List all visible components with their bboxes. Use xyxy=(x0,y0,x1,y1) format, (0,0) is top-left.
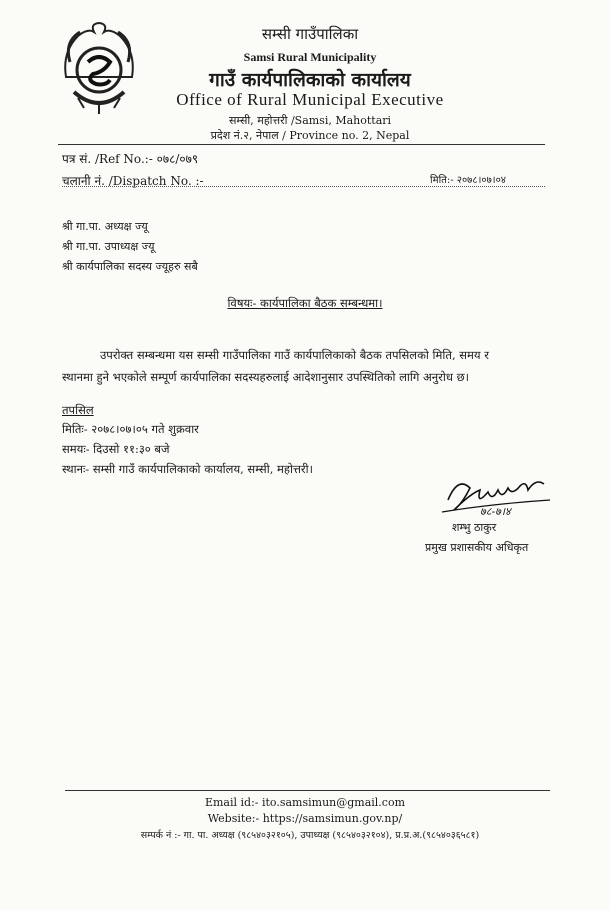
meeting-place: स्थानः- सम्सी गाउँ कार्यपालिकाको कार्यालय, सम्सी, महोत्तरी। xyxy=(62,462,313,476)
footer-email[interactable]: Email id:- ito.samsimun@gmail.com xyxy=(204,796,406,809)
recipient-2: श्री गा.पा. उपाध्यक्ष ज्यू xyxy=(62,240,155,253)
header-address: सम्सी, महोत्तरी /Samsi, Mahottari xyxy=(228,114,392,127)
footer-contact: सम्पर्क नं :- गा. पा. अध्यक्ष (९८५४०३२१०५), उपाध्यक्ष (९८५४०३२१०४), प्र.प्र.अ.(९८५४०३६५८१) xyxy=(140,830,480,841)
signatory-name: शम्भु ठाकुर xyxy=(452,521,497,534)
meeting-date: मितिः- २०७८।०७।०५ गते शुक्रवार xyxy=(62,422,199,436)
recipient-3: श्री कार्यपालिका सदस्य ज्यूहरु सबै xyxy=(62,260,198,273)
ref-number: पत्र सं. /Ref No.:- ०७८/०७९ xyxy=(62,152,199,166)
body-line-2: स्थानमा हुने भएकोले सम्पूर्ण कार्यपालिका सदस्यहरुलाई आदेशानुसार उपस्थितिको लागि अनुरोध छ। xyxy=(62,370,470,384)
dispatch-dotted-line xyxy=(62,186,545,187)
dispatch-number: चलानी नं. /Dispatch No. :- xyxy=(62,174,204,188)
footer-divider xyxy=(65,790,550,791)
header-province: प्रदेश नं.२, नेपाल / Province no. 2, Nepal xyxy=(210,129,410,142)
header-english-name: Samsi Rural Municipality xyxy=(243,50,377,64)
signature-date: ७८-७।४ xyxy=(480,505,511,518)
header-nepali-name: सम्सी गाउँपालिका xyxy=(261,25,359,43)
meeting-time: समयः- दिउसो ११:३० बजे xyxy=(62,442,170,456)
header-divider xyxy=(58,144,545,145)
header-nepali-office: गाउँ कार्यपालिकाको कार्यालय xyxy=(209,69,411,91)
subject-line: विषयः- कार्यपालिका बैठक सम्बन्धमा। xyxy=(227,296,383,310)
details-heading: तपसिल xyxy=(62,403,94,417)
recipient-1: श्री गा.पा. अध्यक्ष ज्यू xyxy=(62,220,148,233)
signatory-title: प्रमुख प्रशासकीय अधिकृत xyxy=(425,541,529,554)
body-line-1: उपरोक्त सम्बन्धमा यस सम्सी गाउँपालिका गाउँ कार्यपालिकाको बैठक तपसिलको मिति, समय र xyxy=(100,348,489,362)
letter-date: मिति:- २०७८।०७।०४ xyxy=(430,175,506,186)
header-english-office: Office of Rural Municipal Executive xyxy=(176,90,444,109)
municipality-emblem-icon xyxy=(60,22,138,118)
footer-website[interactable]: Website:- https://samsimun.gov.np/ xyxy=(207,812,403,825)
